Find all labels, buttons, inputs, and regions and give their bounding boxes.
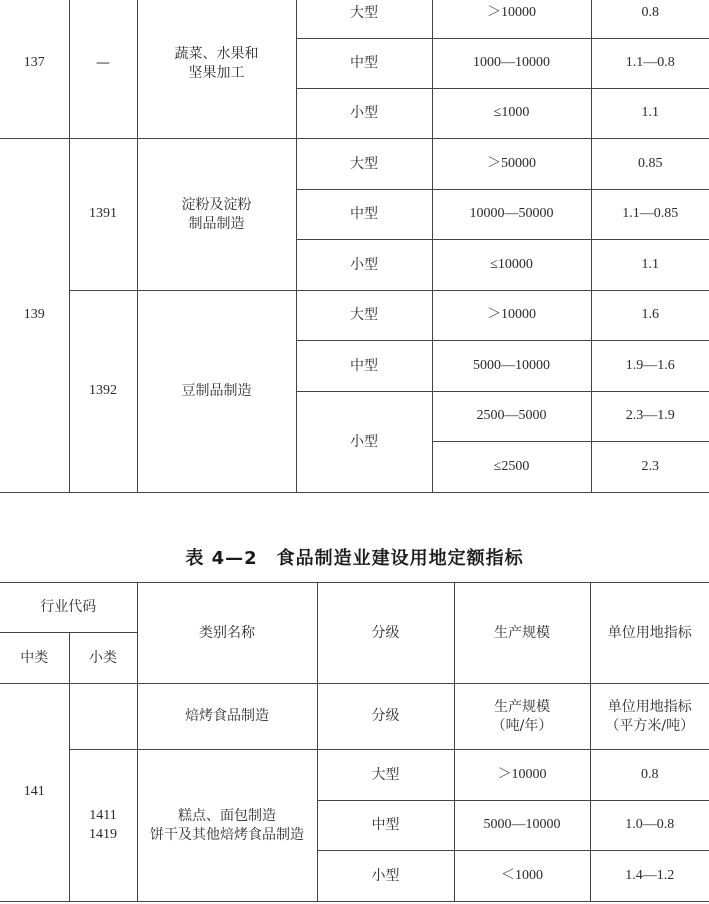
mid-class-code: 141 [0, 684, 69, 902]
header-grade: 分级 [317, 583, 454, 684]
category-name-line: 蔬菜、水果和 [174, 45, 259, 62]
scale-line: 生产规模 [494, 698, 550, 715]
header-mid-class: 中类 [0, 633, 69, 684]
scale-cell: 2500—5000 [432, 392, 591, 442]
small-class-code: — [69, 0, 137, 139]
table-row [0, 139, 709, 190]
header-scale: 生产规模 [454, 583, 590, 684]
scale-cell: ＞10000 [432, 0, 591, 39]
header-row [0, 583, 709, 633]
small-class-code-line: 1419 [89, 826, 117, 842]
scale-cell [454, 684, 590, 750]
category-name-line: 淀粉及淀粉 [181, 196, 252, 213]
small-class-code [69, 750, 137, 902]
category-name-line: 饼干及其他焙烤食品制造 [150, 826, 304, 843]
scale-cell: ＞10000 [454, 750, 590, 801]
header-index: 单位用地指标 [590, 583, 709, 684]
index-line: 单位用地指标 [607, 698, 692, 715]
grade-cell: 大型 [296, 0, 432, 39]
category-name-line: 糕点、面包制造 [178, 807, 276, 824]
index-cell: 1.1—0.85 [591, 190, 709, 240]
grade-cell: 小型 [296, 240, 432, 291]
grade-cell: 大型 [317, 750, 454, 801]
table-title: 表 4—2 食品制造业建设用地定额指标 [185, 548, 524, 569]
index-cell: 1.1—0.8 [591, 39, 709, 89]
index-cell [590, 684, 709, 750]
category-name-line: 坚果加工 [188, 64, 245, 81]
index-cell: 1.1 [591, 240, 709, 291]
small-class-code-line: 1411 [89, 807, 117, 823]
grade-cell: 分级 [317, 684, 454, 750]
scale-cell: ≤1000 [432, 89, 591, 139]
scale-cell: 5000—10000 [432, 341, 591, 392]
scale-cell: 1000—10000 [432, 39, 591, 89]
index-cell: 1.9—1.6 [591, 341, 709, 392]
grade-cell: 大型 [296, 139, 432, 190]
grade-cell: 中型 [296, 39, 432, 89]
index-cell: 2.3 [591, 442, 709, 493]
mid-class-code: 137 [0, 0, 69, 139]
small-class-code-empty [69, 684, 137, 750]
scale-cell: ＜1000 [454, 851, 590, 902]
index-cell: 0.85 [591, 139, 709, 190]
grade-cell: 中型 [296, 341, 432, 392]
grade-cell: 小型 [296, 392, 432, 493]
table-row [0, 291, 709, 341]
table-row [0, 0, 709, 39]
index-cell: 1.4—1.2 [590, 851, 709, 902]
header-industry-code: 行业代码 [0, 583, 137, 633]
table-row [0, 684, 709, 750]
scale-cell: 10000—50000 [432, 190, 591, 240]
index-cell: 0.8 [591, 0, 709, 39]
index-cell: 1.0—0.8 [590, 801, 709, 851]
index-cell: 1.6 [591, 291, 709, 341]
table-row [0, 750, 709, 801]
category-name [137, 0, 296, 139]
index-cell: 0.8 [590, 750, 709, 801]
index-cell: 1.1 [591, 89, 709, 139]
scale-cell: ＞10000 [432, 291, 591, 341]
grade-cell: 大型 [296, 291, 432, 341]
food-manufacturing-land-quota-table [0, 582, 709, 902]
category-name-line: 制品制造 [188, 215, 245, 232]
scale-cell: ≤10000 [432, 240, 591, 291]
small-class-code: 1391 [69, 139, 137, 291]
category-name: 焙烤食品制造 [137, 684, 317, 750]
grade-cell: 中型 [317, 801, 454, 851]
header-small-class: 小类 [69, 633, 137, 684]
index-cell: 2.3—1.9 [591, 392, 709, 442]
category-name [137, 139, 296, 291]
mid-class-code: 139 [0, 139, 69, 493]
grade-cell: 中型 [296, 190, 432, 240]
header-category-name: 类别名称 [137, 583, 317, 684]
category-name: 豆制品制造 [137, 291, 296, 493]
small-class-code: 1392 [69, 291, 137, 493]
index-line: （平方米/吨） [605, 717, 695, 734]
scale-cell: ＞50000 [432, 139, 591, 190]
scale-line: （吨/年） [491, 717, 553, 734]
grade-cell: 小型 [317, 851, 454, 902]
category-name [137, 750, 317, 902]
grade-cell: 小型 [296, 89, 432, 139]
scale-cell: 5000—10000 [454, 801, 590, 851]
scale-cell: ≤2500 [432, 442, 591, 493]
